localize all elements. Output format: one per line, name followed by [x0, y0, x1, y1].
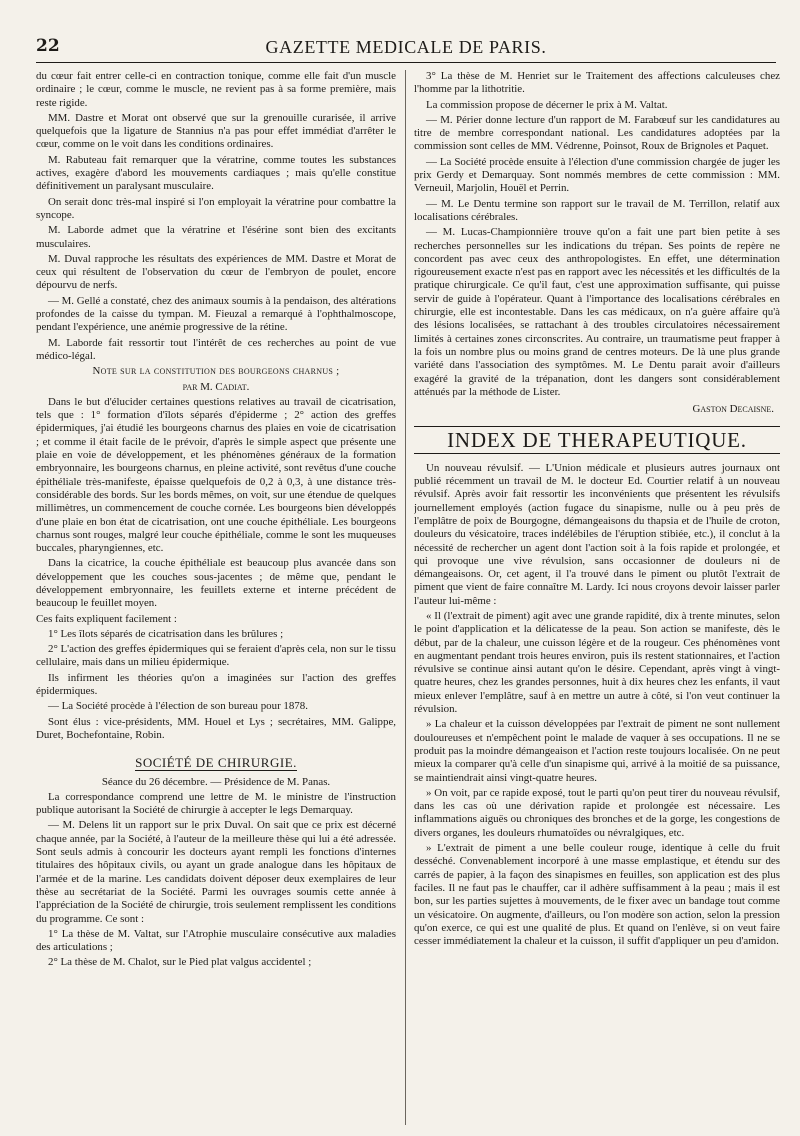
paragraph: Sont élus : vice-présidents, MM. Houel et Lys ; secrétaires, MM. Galippe, Duret, Bochefontaine, Robin.	[36, 715, 396, 741]
paragraph: 2° L'action des greffes épidermiques qui se feraient d'après cela, non sur le tissu cellulaire, mais dans un milieu épidermique.	[36, 643, 396, 669]
paragraph: Dans le but d'élucider certaines questions relatives au travail de cicatrisation, tels que : 1° formation d'îlots séparés d'épiderme ; 2° action des greffes épidermiques, j'ai étudié les bourgeons charnus des plaies en voie de cicatrisation ; et comme il était facile de le prévoir, d'après le simple aspect que présente une plaie en voie de développement, et les phénomènes généraux de la formation embryonnaire, les bourgeons charnus, en pleine activité, sont revêtus d'une couche épithéliale très-manifeste, épaisse quelquefois de 0,2 à 0,3, à une distance très-considérable des bords. Sur les bords mêmes, on voit, sur une étendue de quelques millimètres, un commencement de couche cornée. Les bourgeons bien développés d'une plaie en bon état de cicatrisation, ont une couche épithéliale. Les bourgeons charnus sont rouges, malgré leur couche épithéliale, comme le sont les muqueuses buccales, pharyngiennes, etc.	[36, 395, 396, 555]
section-title	[36, 756, 396, 769]
paragraph: M. Duval rapproche les résultats des expériences de MM. Dastre et Morat de ceux qui résultent de l'observation du cœur de l'embryon de poulet, encore dépourvu de nerfs.	[36, 252, 396, 292]
paragraph: — M. Delens lit un rapport sur le prix Duval. On sait que ce prix est décerné chaque année, par la Société, à l'auteur de la meilleure thèse qui lui a été adressée. Sont seuls admis à concourir les docteurs ayant rempli les fonctions d'internes titulaires des hôpitaux civils, ou ayant un grade analogue dans les hôpitaux de l'armée et de la marine. Les candidats doivent déposer deux exemplaires de leur thèse au secrétariat de la Société. Parmi les ouvrages soumis cette année à l'appréciation de la Société de chirurgie, trois seulement remplissent les conditions du programme. Ce sont :	[36, 819, 396, 925]
running-title: GAZETTE MEDICALE DE PARIS.	[265, 37, 547, 57]
paragraph: On serait donc très-mal inspiré si l'on employait la vératrine pour combattre la syncope.	[36, 195, 396, 221]
paragraph: Un nouveau révulsif. — L'Union médicale et plusieurs autres journaux ont publié récemment un travail de M. le docteur Ed. Courtier relatif à un nouveau révulsif. Après avoir fait ressortir les inconvénients que présentent les révulsifs journellement employés (action fugace du sinapisme, nulle ou à peu près de l'emplâtre de poix de Bourgogne, démangeaisons du thapsia et de l'huile de croton, douleurs du vésicatoire, traces indélébiles de l'éruption stibiée, etc.), il conclut à la nécessité de rechercher un agent dont l'action soit à la fois rapide et prolongée, et qui provoque une vive révulsion, sans occasionner de douleurs ni de démangeaisons. Or, cet agent, il l'a trouvé dans le piment ou plutôt l'extrait de piment que vient de faire connaître M. Lardy. Ici nous croyons devoir laisser parler l'auteur lui-même :	[414, 461, 780, 607]
session-line: Séance du 26 décembre. — Présidence de M. Panas.	[101, 775, 331, 788]
paragraph: « Il (l'extrait de piment) agit avec une grande rapidité, dix à trente minutes, selon le point d'application et la délicatesse de la peau. Son action se manifeste, dès le début, par de la chaleur, une cuisson légère et de la rougeur. Ces phénomènes vont en augmentant pendant trois heures environ, puis ils restent stationnaires, et l'action révulsive se continue ainsi autant qu'on le désire. Cependant, après vingt à vingt-quatre heures, chez les grandes personnes, huit à dix heures chez les enfants, il vaut mieux enlever l'emplâtre, sauf à en mettre un autre à côté, si l'on veut continuer la révulsion.	[414, 609, 780, 716]
paragraph: M. Rabuteau fait remarquer que la vératrine, comme toutes les substances actives, exagère d'abord les mouvements cardiaques ; mais qu'elle constitue définitivement un paralysant musculaire.	[36, 153, 396, 193]
paragraph: La correspondance comprend une lettre de M. le ministre de l'instruction publique autorisant la Société de chirurgie à accepter le legs Demarquay.	[36, 790, 396, 817]
paragraph: — M. Le Dentu termine son rapport sur le travail de M. Terrillon, relatif aux localisations cérébrales.	[414, 197, 780, 223]
paragraph: » La chaleur et la cuisson développées par l'extrait de piment ne sont nullement douloureuses et n'empêchent point le malade de vaquer à ses occupations. Il ne se produit pas la moindre démangeaison et l'action reste toujours localisée. On ne peut mieux la comparer qu'à celle d'un sinapisme qui, arrivé à la moitié de sa puissance, se maintiendrait ainsi vingt-quatre heures.	[414, 718, 780, 784]
paragraph: 1° La thèse de M. Valtat, sur l'Atrophie musculaire consécutive aux maladies des articulations ;	[36, 927, 396, 954]
paragraph: » On voit, par ce rapide exposé, tout le parti qu'on peut tirer du nouveau révulsif, dans les cas où une dérivation rapide et prolongée est nécessaire. Les inflammations aiguës ou chroniques des bronches et de la gorge, les congestions de divers organes, les douleurs rhumatoïdes ou névralgiques, etc.	[414, 786, 780, 839]
paragraph: Ces faits expliquent facilement :	[36, 612, 177, 625]
paragraph: M. Laborde fait ressortir tout l'intérêt de ces recherches au point de vue médico-légal.	[36, 336, 396, 362]
paragraph: M. Laborde admet que la vératrine et l'ésérine sont bien des excitants musculaires.	[36, 224, 396, 250]
column-divider	[405, 70, 406, 1125]
paragraph: — M. Gellé a constaté, chez des animaux soumis à la pendaison, des altérations profondes de la caisse du tympan. M. Fieuzal a remarqué à l'ophthalmoscope, pendant l'expérience, une anémie progressive de la rétine.	[36, 294, 396, 334]
paragraph: 2° La thèse de M. Chalot, sur le Pied plat valgus accidentel ;	[48, 956, 312, 969]
section-title-text: SOCIÉTÉ DE CHIRURGIE.	[135, 755, 297, 771]
paragraph: — M. Périer donne lecture d'un rapport de M. Farabœuf sur les candidatures au titre de membre correspondant national. Les candidatures adoptées par la commission sont celles de MM. Védrenne, Poinsot, Roux de Brignoles et Paquet.	[414, 113, 780, 153]
paragraph: 3° La thèse de M. Henriet sur le Traitement des affections calculeuses chez l'homme par la lithotritie.	[414, 70, 780, 96]
paragraph: — La Société procède à l'élection de son bureau pour 1878.	[48, 700, 308, 713]
paragraph: Dans la cicatrice, la couche épithéliale est beaucoup plus avancée dans son développement que les couches sous-jacentes ; de même que, pendant le développement embryonnaire, les feuillets externe et interne précédent de beaucoup le feuillet moyen.	[36, 557, 396, 610]
page-number: 22	[36, 36, 60, 56]
paragraph: » L'extrait de piment a une belle couleur rouge, identique à celle du fruit desséché. Convenablement incorporé à une masse emplastique, et étendu sur des carrés de papier, à la façon des sinapismes en feuilles, son application est des plus faciles. Il ne faut pas le chauffer, car il adhère suffisamment à la peau ; mais il est bon, sur les parties sujettes à mouvements, de le fixer avec un bandage tout comme un vésicatoire. On augmente, d'ailleurs, ou l'on modère son action, selon la pression qu'on exerce, ce qui est une qualité de plus. Et quand on l'enlève, si on veut faire cesser immédiatement la chaleur et la cuisson, il suffit d'appliquer un peu d'amidon.	[414, 842, 780, 948]
page-header	[36, 34, 776, 63]
index-title: INDEX DE THERAPEUTIQUE.	[414, 426, 780, 453]
paragraph: Ils infirment les théories qu'on a imaginées sur l'action des greffes épidermiques.	[36, 671, 396, 698]
right-column	[414, 70, 780, 1125]
note-title: Note sur la constitution des bourgeons charnus ;	[92, 365, 340, 378]
paragraph: — M. Lucas-Championnière trouve qu'on a fait une part bien petite à ses recherches personnelles sur les indications du trépan. Ses points de repère ne concordent pas avec ceux des anthropologistes. En effet, une détermination rigoureusement exacte n'est pas en rapport avec les nécessités et les difficultés de la pratique chirurgicale. Ce qu'il faut, c'est une approximation suffisante, qui puisse servir de guide à l'opérateur. Quant à l'importance des localisations cérébrales en chirurgie, elle est incontestable. Dans les cas médicaux, on n'a guère affaire qu'à des lésions localisées, se rattachant à des troubles circulatoires nécessairement limités à certaines zones circonscrites. Au contraire, un traumatisme peut frapper à la fois un nombre plus ou moins grand de centres moteurs. De là une plus grande variété dans l'association des symptômes. M. Le Dentu parait avoir d'ailleurs exagéré la gravité de la trépanation, dont les dangers sont considérablement atténués par la méthode de Lister.	[414, 226, 780, 398]
note-author: par M. Cadiat.	[182, 380, 250, 393]
paragraph: La commission propose de décerner le prix à M. Valtat.	[426, 98, 668, 111]
paragraph: — La Société procède ensuite à l'élection d'une commission chargée de juger les prix Gerdy et Demarquay. Sont nommés membres de cette commission : MM. Verneuil, Marjolin, Houël et Perrin.	[414, 155, 780, 195]
left-column	[36, 70, 396, 1125]
paragraph: du cœur fait entrer celle-ci en contraction tonique, comme elle fait d'un muscle ordinaire ; le cœur, comme le muscle, ne revient pas à sa forme première, mais reste rigide.	[36, 70, 396, 109]
paragraph: MM. Dastre et Morat ont observé que sur la grenouille curarisée, il arrive quelquefois que la ligature de Stannius n'a pas pour effet immédiat d'arrêter le cœur, comme on le voit dans les conditions ordinaires.	[36, 111, 396, 151]
paragraph: 1° Les îlots séparés de cicatrisation dans les brûlures ;	[48, 627, 284, 640]
signature: Gaston Decaisne.	[692, 403, 774, 416]
